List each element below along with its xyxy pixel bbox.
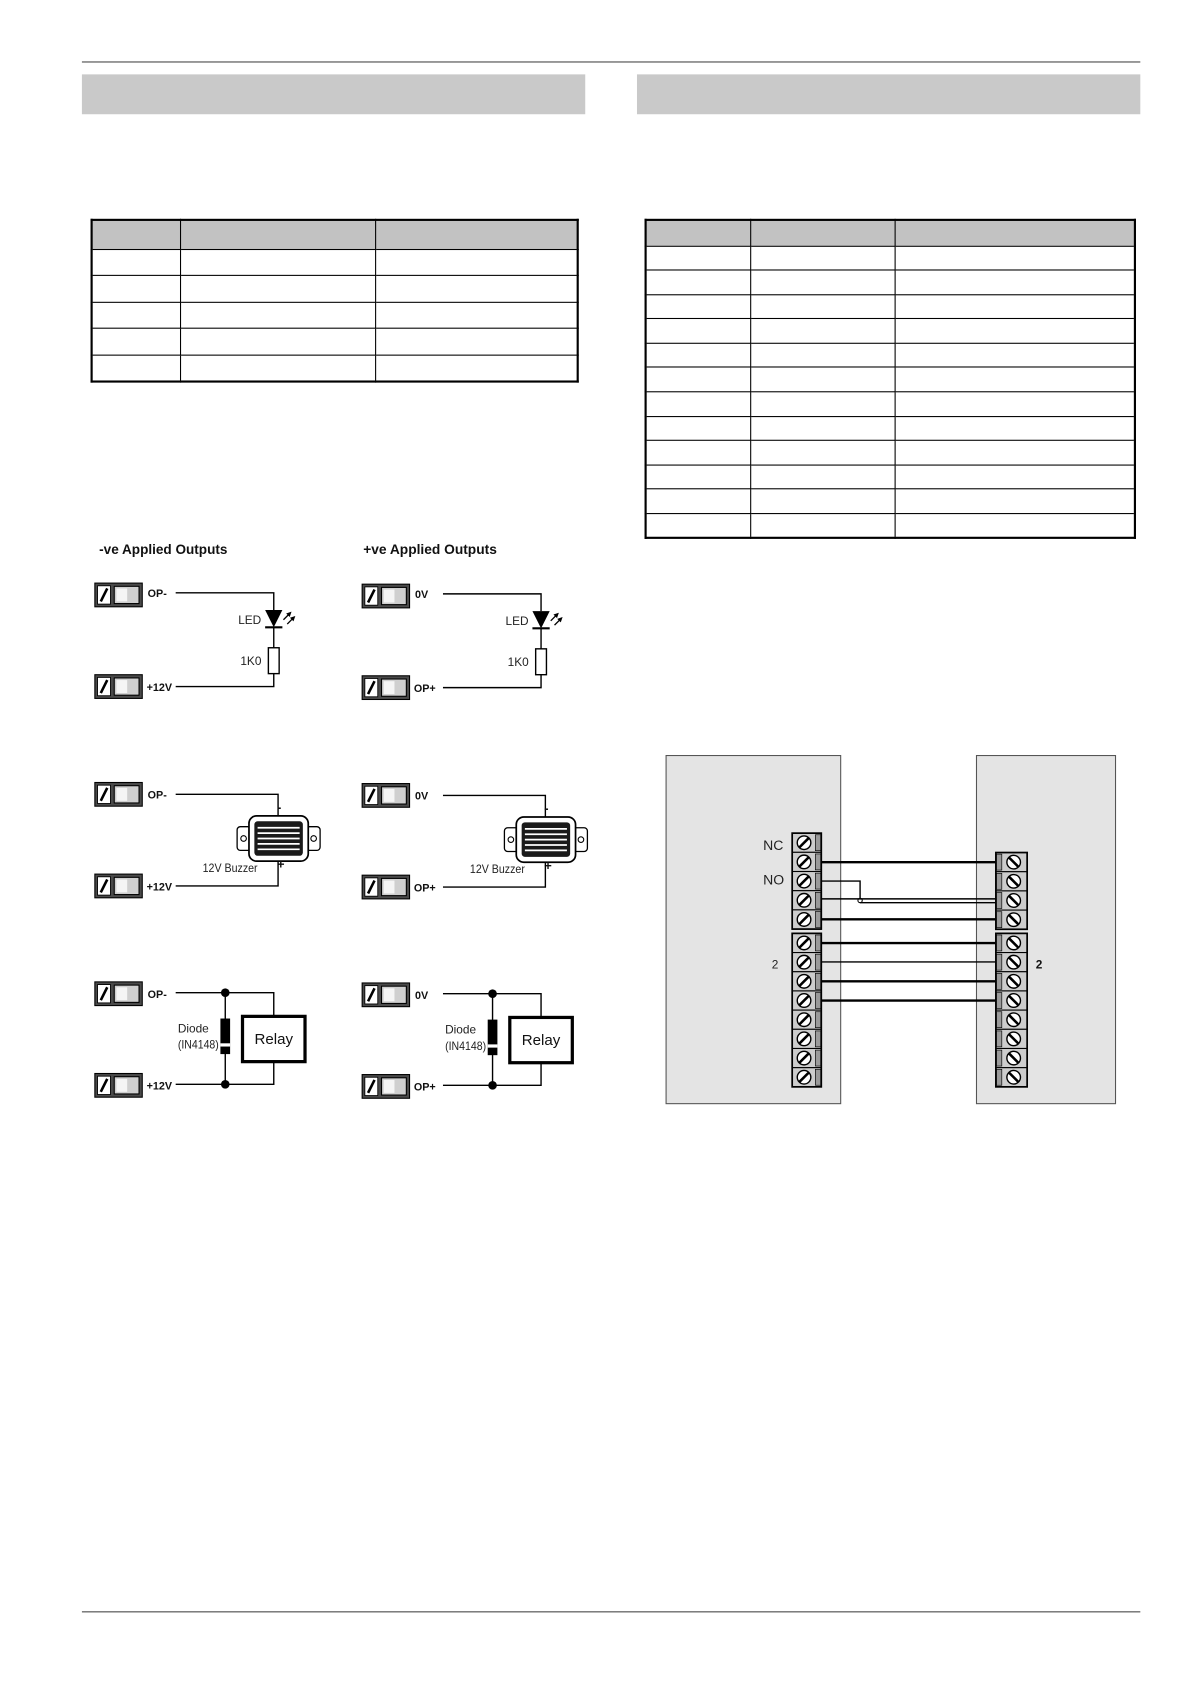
table-cell bbox=[375, 302, 578, 328]
column-header bbox=[895, 220, 1135, 246]
terminal-screw-icon bbox=[996, 891, 1027, 910]
table-cell bbox=[646, 441, 751, 465]
table-cell bbox=[180, 328, 375, 354]
column-header bbox=[750, 220, 894, 246]
table-cell bbox=[895, 441, 1135, 465]
table-cell bbox=[895, 465, 1135, 489]
terminal-label: OP- bbox=[147, 789, 167, 802]
table-cell bbox=[750, 392, 894, 416]
junction-dot bbox=[488, 1081, 497, 1090]
table-cell bbox=[646, 514, 751, 538]
terminal-screw-icon bbox=[792, 910, 821, 929]
terminal-label: 0V bbox=[414, 790, 429, 803]
table-cell bbox=[92, 355, 180, 381]
led-label: LED bbox=[505, 614, 529, 629]
terminal-icon bbox=[95, 675, 142, 699]
table-cell bbox=[895, 416, 1135, 440]
column-header bbox=[92, 220, 180, 249]
terminal-screw-icon bbox=[996, 991, 1027, 1010]
table-row bbox=[92, 328, 578, 354]
table-cell bbox=[92, 249, 180, 275]
table-cell bbox=[646, 416, 751, 440]
table-cell bbox=[375, 328, 578, 354]
table-row bbox=[646, 465, 1135, 489]
terminal-screw-icon bbox=[996, 853, 1027, 872]
table-cell bbox=[750, 319, 894, 343]
negative-applied-outputs bbox=[95, 541, 320, 1097]
table-row bbox=[92, 275, 578, 301]
wire bbox=[443, 594, 541, 611]
led-circuit bbox=[362, 584, 562, 699]
terminal-screw-icon bbox=[996, 910, 1027, 929]
diagram-title: +ve Applied Outputs bbox=[363, 540, 498, 557]
table-cell bbox=[646, 319, 751, 343]
relay-circuit bbox=[362, 983, 572, 1098]
table-cell bbox=[895, 270, 1135, 294]
left-group-label: 2 bbox=[771, 957, 779, 972]
junction-dot bbox=[221, 988, 230, 997]
table-cell bbox=[375, 355, 578, 381]
table-cell bbox=[895, 367, 1135, 391]
table-row bbox=[646, 246, 1135, 270]
relay-circuit bbox=[95, 982, 305, 1097]
terminal-label: OP- bbox=[147, 588, 167, 601]
buzzer-label: 12V Buzzer bbox=[202, 860, 258, 875]
diode-icon bbox=[488, 1020, 498, 1056]
diode-label: Diode bbox=[445, 1022, 477, 1037]
terminal-screw-icon bbox=[996, 933, 1027, 952]
table-cell bbox=[180, 302, 375, 328]
minus-sign: - bbox=[276, 799, 282, 815]
buzzer-icon bbox=[237, 816, 320, 861]
junction-dot bbox=[221, 1080, 230, 1089]
table-cell bbox=[646, 392, 751, 416]
terminal-icon bbox=[95, 874, 142, 898]
terminal-screw-icon bbox=[792, 1029, 821, 1048]
table-cell bbox=[92, 275, 180, 301]
table-cell bbox=[180, 275, 375, 301]
plus-sign: + bbox=[276, 856, 285, 872]
terminal-label: +12V bbox=[146, 881, 173, 894]
table-cell bbox=[646, 367, 751, 391]
table-cell bbox=[92, 302, 180, 328]
terminal-icon bbox=[95, 583, 142, 607]
no-label: NO bbox=[763, 871, 785, 888]
table-cell bbox=[646, 270, 751, 294]
resistor-icon bbox=[536, 649, 547, 675]
diode-band bbox=[488, 1044, 498, 1047]
table-cell bbox=[375, 275, 578, 301]
wiring-diagram bbox=[666, 756, 1115, 1104]
table-cell bbox=[646, 465, 751, 489]
terminal-screw-icon bbox=[996, 953, 1027, 972]
relay-label: Relay bbox=[254, 1030, 294, 1048]
minus-sign: - bbox=[544, 800, 549, 816]
table-row bbox=[646, 294, 1135, 318]
table-cell bbox=[646, 294, 751, 318]
column-header bbox=[375, 220, 578, 249]
table-row bbox=[646, 514, 1135, 538]
table-row bbox=[646, 270, 1135, 294]
terminal-screw-icon bbox=[792, 953, 821, 972]
terminal-screw-icon bbox=[792, 1010, 821, 1029]
led-icon bbox=[532, 611, 562, 628]
table-cell bbox=[750, 367, 894, 391]
relay-label: Relay bbox=[521, 1031, 561, 1049]
terminal-screw-icon bbox=[792, 1068, 821, 1087]
terminal-screw-icon bbox=[792, 872, 821, 891]
table-cell bbox=[750, 514, 894, 538]
buzzer-icon bbox=[504, 817, 587, 862]
interconnect-wires bbox=[821, 862, 996, 1000]
terminal-label: 0V bbox=[414, 990, 429, 1003]
buzzer-circuit bbox=[95, 782, 320, 897]
terminal-icon bbox=[362, 983, 409, 1007]
nc-label: NC bbox=[763, 836, 784, 853]
wire bbox=[443, 795, 545, 817]
terminal-screw-icon bbox=[792, 852, 821, 871]
table-row bbox=[646, 441, 1135, 465]
terminal-icon bbox=[362, 676, 409, 700]
terminal-screw-icon bbox=[996, 872, 1027, 891]
table-row bbox=[646, 489, 1135, 513]
resistor-label: 1K0 bbox=[240, 654, 262, 669]
table-body bbox=[92, 249, 578, 381]
led-icon bbox=[265, 610, 295, 627]
diagram-title: -ve Applied Outputs bbox=[99, 540, 228, 557]
terminal-label: OP- bbox=[147, 989, 167, 1002]
table-row bbox=[92, 355, 578, 381]
diode-part-label: (IN4148) bbox=[445, 1038, 487, 1053]
table-row bbox=[646, 319, 1135, 343]
terminal-screw-icon bbox=[996, 972, 1027, 991]
table-cell bbox=[180, 355, 375, 381]
terminal-icon bbox=[95, 782, 142, 806]
table-row bbox=[646, 392, 1135, 416]
table-cell bbox=[895, 246, 1135, 270]
left-terminal-block bbox=[792, 833, 821, 1087]
terminal-label: +12V bbox=[146, 1080, 173, 1093]
terminal-icon bbox=[95, 982, 142, 1006]
terminal-group bbox=[792, 833, 821, 929]
diode-icon bbox=[220, 1019, 230, 1055]
table-cell bbox=[895, 294, 1135, 318]
terminal-screw-icon bbox=[792, 933, 821, 952]
table-cell bbox=[750, 294, 894, 318]
table-cell bbox=[646, 246, 751, 270]
terminal-label: 0V bbox=[414, 589, 429, 602]
terminal-screw-icon bbox=[996, 1010, 1027, 1029]
table-cell bbox=[750, 246, 894, 270]
right-terminal-block bbox=[996, 853, 1027, 1087]
terminal-icon bbox=[362, 584, 409, 608]
table-cell bbox=[750, 465, 894, 489]
terminal-label: OP+ bbox=[413, 1081, 436, 1094]
terminal-group bbox=[996, 853, 1027, 930]
table-row bbox=[646, 416, 1135, 440]
table-cell bbox=[750, 441, 894, 465]
diode-part-label: (IN4148) bbox=[177, 1037, 219, 1052]
resistor-label: 1K0 bbox=[507, 655, 529, 670]
terminal-icon bbox=[362, 784, 409, 808]
table-cell bbox=[750, 489, 894, 513]
left-table bbox=[91, 219, 579, 382]
terminal-label: +12V bbox=[146, 681, 173, 694]
table-header-row bbox=[92, 220, 578, 249]
table-cell bbox=[750, 343, 894, 367]
table-cell bbox=[895, 514, 1135, 538]
terminal-icon bbox=[95, 1073, 142, 1097]
table-header bbox=[92, 220, 578, 249]
buzzer-circuit bbox=[362, 784, 587, 899]
wire bbox=[443, 675, 541, 688]
table-cell bbox=[646, 489, 751, 513]
terminal-screw-icon bbox=[792, 991, 821, 1010]
table-row bbox=[646, 343, 1135, 367]
terminal-group bbox=[996, 933, 1027, 1086]
resistor-icon bbox=[268, 648, 279, 674]
diode-label: Diode bbox=[177, 1021, 209, 1036]
junction-dot bbox=[488, 989, 497, 998]
table-cell bbox=[180, 249, 375, 275]
terminal-screw-icon bbox=[792, 972, 821, 991]
terminal-screw-icon bbox=[792, 891, 821, 910]
table-header bbox=[646, 220, 1135, 246]
table-row bbox=[92, 302, 578, 328]
column-header bbox=[180, 220, 375, 249]
terminal-label: OP+ bbox=[413, 682, 436, 695]
wire bbox=[176, 794, 278, 816]
column-header bbox=[646, 220, 751, 246]
table-cell bbox=[895, 319, 1135, 343]
terminal-icon bbox=[362, 1075, 409, 1099]
diode-band bbox=[220, 1043, 230, 1046]
right-table bbox=[645, 219, 1136, 539]
wire bbox=[176, 593, 274, 610]
terminal-icon bbox=[362, 875, 409, 899]
table-cell bbox=[895, 343, 1135, 367]
right-group-label: 2 bbox=[1035, 957, 1043, 972]
led-label: LED bbox=[238, 613, 262, 628]
led-circuit bbox=[95, 583, 295, 698]
plus-sign: + bbox=[544, 857, 552, 873]
terminal-screw-icon bbox=[996, 1048, 1027, 1067]
table-header-row bbox=[646, 220, 1135, 246]
table-body bbox=[646, 246, 1135, 538]
terminal-label: OP+ bbox=[413, 882, 436, 895]
table-cell bbox=[375, 249, 578, 275]
table-cell bbox=[92, 328, 180, 354]
table-cell bbox=[646, 343, 751, 367]
table-cell bbox=[895, 489, 1135, 513]
terminal-screw-icon bbox=[792, 1048, 821, 1067]
positive-applied-outputs bbox=[362, 541, 587, 1098]
wire bbox=[176, 674, 274, 687]
terminal-screw-icon bbox=[792, 833, 821, 852]
table-cell bbox=[750, 416, 894, 440]
terminal-screw-icon bbox=[996, 1029, 1027, 1048]
table-row bbox=[92, 249, 578, 275]
buzzer-label: 12V Buzzer bbox=[469, 862, 525, 877]
terminal-group bbox=[792, 933, 821, 1086]
table-cell bbox=[750, 270, 894, 294]
table-row bbox=[646, 367, 1135, 391]
terminal-screw-icon bbox=[996, 1068, 1027, 1087]
table-cell bbox=[895, 392, 1135, 416]
